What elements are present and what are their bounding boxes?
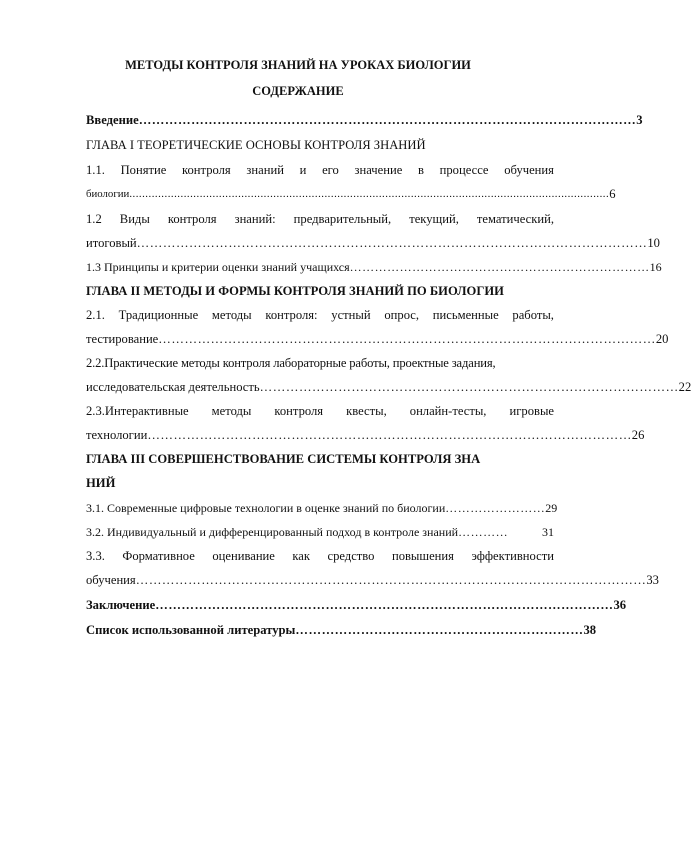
word: методы [211,404,252,418]
word: значение [354,163,403,177]
dot-leader: …………………………………………………………………………………………………… [138,113,637,127]
dot-leader: ………………………………………………………………………………………………… [147,428,632,442]
toc-entry-1-1-line1 [86,162,554,178]
word: устный [331,308,371,322]
word: предварительный, [293,212,392,226]
toc-page-number: 6 [609,187,616,201]
toc-entry-3-1 [86,500,558,516]
toc-entry-text: 1.3 Принципы и критерии оценки знаний учащихся [86,260,350,274]
word: Понятие [120,163,167,177]
word: эффективности [471,549,554,563]
toc-entry-intro [86,112,643,128]
dot-leader: ……………………………………………………………… [349,260,650,274]
word: повышения [391,549,454,563]
word: как [292,549,311,563]
dot-leader: …………………………………………………………………………………… [259,380,679,394]
toc-page-number: 38 [583,623,597,637]
word: 1.1. [86,163,105,177]
word: онлайн-тесты, [409,404,487,418]
document-title: МЕТОДЫ КОНТРОЛЯ ЗНАНИЙ НА УРОКАХ БИОЛОГИИ [125,58,471,72]
toc-chapter-1: ГЛАВА I ТЕОРЕТИЧЕСКИЕ ОСНОВЫ КОНТРОЛЯ ЗНАНИЙ [86,138,426,152]
toc-entry-2-1-line1 [86,307,554,323]
word: процессе [439,163,489,177]
dot-leader: ………………………………………………………… [295,623,584,637]
word: и [299,163,307,177]
dot-leader: ……………………………………………………………………………………………………… [136,236,648,250]
word: контроля: [265,308,318,322]
toc-entry-2-3-line2 [86,427,645,443]
toc-page-number: 31 [542,525,554,539]
word: тематический, [476,212,554,226]
toc-chapter-3-line2: НИЙ [86,476,116,490]
word: квесты, [346,404,387,418]
word: методы [211,308,252,322]
dot-leader: …………………………………………………………………………………………………… [158,332,656,346]
toc-page-number: 20 [655,332,669,346]
word: Традиционные [118,308,199,322]
toc-page-number: 22 [678,380,691,394]
toc-page-number: 16 [649,260,662,274]
dot-leader: …………………… [445,501,546,515]
toc-entry-1-1-line2 [86,186,616,202]
toc-entry-2-1-line2 [86,331,669,347]
word: 2.1. [86,308,105,322]
toc-entry-text: Заключение [86,598,156,612]
word: контроля [274,404,324,418]
toc-entry-conclusion [86,597,627,613]
toc-page-number: 10 [647,236,660,250]
toc-page-number: 33 [646,573,659,587]
toc-entry-text: тестирование [86,332,159,346]
toc-entry-2-3-line1 [86,403,554,419]
toc-entry-text: 3.1. Современные цифровые технологии в оценке знаний по биологии [86,501,446,515]
word: работы, [512,308,554,322]
word: игровые [509,404,554,418]
word: опрос, [384,308,420,322]
word: контроля [182,163,231,177]
toc-page-number: 3 [636,113,643,127]
toc-chapter-2: ГЛАВА II МЕТОДЫ И ФОРМЫ КОНТРОЛЯ ЗНАНИЙ ПО БИОЛОГИИ [86,284,504,298]
toc-entry-text: исследовательская деятельность [86,380,260,394]
dot-leader: …………………………………………………………………………………………… [155,598,614,612]
toc-page-number: 29 [545,501,558,515]
dot-leader: ……………………………………………………………………………………………………… [135,573,647,587]
word: Формативное [122,549,195,563]
toc-entry-3-2 [86,524,554,540]
word: письменные [432,308,499,322]
dot-leader: ………… [458,525,509,539]
toc-entry-2-2-line1: 2.2.Практические методы контроля лабораторные работы, проектные задания, [86,356,496,370]
word: 3.3. [86,549,105,563]
toc-entry-text: итоговый [86,236,137,250]
word: средство [327,549,375,563]
word: Виды [119,212,150,226]
toc-page-number: 26 [631,428,645,442]
word: 1.2 [86,212,102,226]
toc-heading: СОДЕРЖАНИЕ [252,84,344,98]
word: 2.3.Интерактивные [86,404,189,418]
word: знаний [246,163,284,177]
toc-entry-3-3-line1 [86,548,554,564]
toc-entry-text: Введение [86,113,139,127]
word: текущий, [409,212,459,226]
toc-entry-1-2-line1 [86,211,554,227]
word: оценивание [212,549,275,563]
toc-entry-text: биологии [86,188,130,200]
word: обучения [504,163,554,177]
word: его [322,163,339,177]
word: в [417,163,424,177]
toc-entry-3-3-line2 [86,572,659,588]
toc-entry-text: Список использованной литературы [86,623,296,637]
toc-entry-2-2-line2 [86,379,691,395]
toc-entry-1-3 [86,259,662,275]
toc-entry-references [86,622,597,638]
word: контроля [167,212,217,226]
toc-entry-text: 3.2. Индивидуальный и дифференцированный подход в контроле знаний [86,525,459,539]
word: знаний: [234,212,276,226]
toc-entry-1-2-line2 [86,235,660,251]
dot-leader: ...................................................................................................................................................... [129,188,610,200]
toc-entry-text: обучения [86,573,136,587]
toc-entry-text: технологии [86,428,148,442]
toc-page-number: 36 [613,598,627,612]
toc-chapter-3-line1: ГЛАВА III СОВЕРШЕНСТВОВАНИЕ СИСТЕМЫ КОНТРОЛЯ ЗНА [86,452,481,466]
